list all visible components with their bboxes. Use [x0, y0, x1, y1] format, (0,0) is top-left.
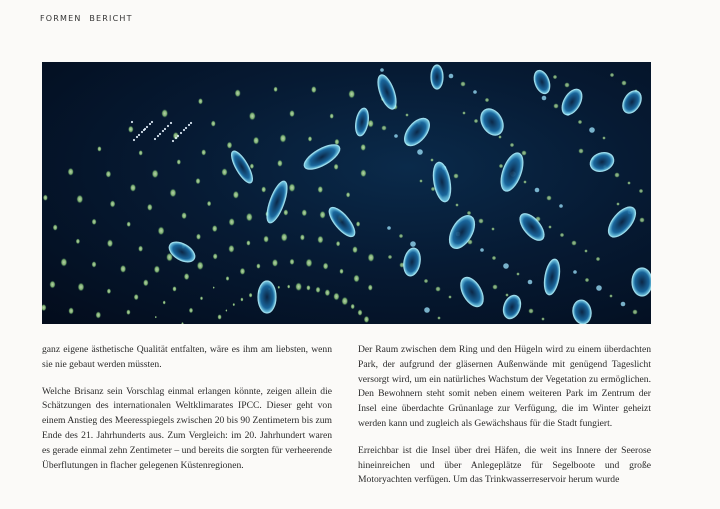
island-dot	[417, 149, 423, 155]
island-dot	[528, 280, 533, 285]
island-dot	[158, 226, 165, 235]
island-dot	[455, 203, 459, 207]
island-dot	[330, 113, 334, 119]
island-dot	[170, 188, 177, 197]
island-dot	[61, 258, 68, 267]
island-dot	[573, 270, 577, 274]
island-dot	[352, 246, 358, 253]
speck	[190, 122, 192, 124]
speck	[141, 131, 143, 133]
island-dot	[306, 258, 313, 267]
island-dot	[263, 235, 269, 242]
island-dot	[528, 308, 534, 314]
paragraph: ganz eigene ästhetische Qualität entfalten, wäre es ihm am liebsten, wenn sie nie gebaut werden müssten.	[42, 344, 332, 370]
lagoon-ring	[374, 73, 399, 112]
island-dot	[92, 219, 97, 226]
speck	[146, 126, 148, 128]
island-dot	[346, 192, 350, 198]
island-dot	[387, 226, 391, 230]
island-dot	[323, 262, 329, 269]
island-dot	[621, 302, 626, 307]
lagoon-ring	[516, 210, 549, 245]
island-dot	[368, 284, 373, 291]
island-dot	[358, 309, 363, 316]
island-dot	[295, 282, 302, 291]
island-dot	[147, 204, 153, 211]
lagoon-ring	[588, 149, 617, 174]
island-dot	[177, 159, 181, 165]
island-dot	[106, 170, 112, 177]
island-dot	[381, 125, 387, 131]
island-dot	[110, 200, 116, 207]
lagoon-ring	[456, 274, 488, 311]
island-dot	[351, 304, 355, 310]
island-dot	[226, 276, 230, 281]
lagoon-ring	[258, 281, 276, 313]
island-dot	[578, 148, 584, 154]
lagoon-ring	[263, 179, 291, 225]
island-dot	[126, 309, 130, 315]
island-dot	[627, 181, 631, 185]
island-dot	[212, 225, 218, 232]
island-dot	[462, 111, 466, 115]
lagoon-ring	[571, 299, 593, 324]
speck	[133, 139, 135, 141]
island-dot	[154, 265, 160, 273]
island-dot	[614, 172, 620, 178]
island-dot	[437, 316, 441, 320]
island-dot	[43, 194, 48, 201]
island-dot	[211, 120, 216, 127]
island-dot	[235, 89, 241, 97]
lagoon-ring	[476, 105, 507, 139]
island-dot	[68, 307, 74, 314]
island-dot	[289, 110, 295, 117]
island-dot	[602, 136, 606, 140]
island-dot	[161, 109, 168, 118]
island-dot	[478, 218, 484, 224]
island-dot	[559, 204, 563, 208]
island-dot	[364, 316, 370, 323]
island-dot	[480, 248, 484, 252]
island-dot	[306, 285, 310, 291]
paragraph: Der Raum zwischen dem Ring und den Hügeln wird zu einem überdachten Park, der aufgrund der gläsernen Außenwände mit genügend Tageslicht versorgt wird, um ein natürliches Wachstum der Vegetation zu ermöglichen. Den Bewohnern steht somit neben einem weiteren Park im Zentrum der Insel eine überdachte Grünanlage zur Verfügung, die im Winter geheizt werden kann und zugleich als Gewächshaus für die Stadt fungiert.	[358, 344, 651, 429]
island-dot	[246, 240, 250, 246]
island-dot	[388, 255, 393, 260]
island-dot	[449, 74, 454, 79]
island-dot	[491, 227, 495, 231]
island-rings-illustration	[42, 62, 651, 324]
island-dot	[584, 249, 588, 253]
lagoon-ring	[632, 268, 651, 296]
island-dot	[246, 213, 253, 222]
island-dot	[97, 146, 101, 152]
island-dot	[197, 261, 204, 270]
island-dot	[498, 135, 502, 139]
speck	[175, 137, 177, 139]
speck	[143, 129, 145, 131]
island-dot	[632, 309, 638, 315]
speck	[170, 122, 172, 124]
island-dot	[221, 168, 227, 176]
island-dot	[240, 297, 243, 301]
island-dot	[184, 273, 190, 280]
speck	[159, 133, 161, 135]
island-dot	[107, 239, 113, 247]
lagoon-ring	[444, 211, 479, 252]
island-dot	[311, 86, 317, 93]
island-dot	[360, 144, 366, 151]
island-dot	[53, 224, 58, 231]
island-dot	[467, 211, 472, 216]
speck	[157, 135, 159, 137]
island-dot	[189, 308, 193, 314]
island-dot	[139, 150, 143, 156]
island-dot	[453, 173, 459, 179]
island-dot	[410, 241, 416, 247]
speck	[131, 121, 133, 123]
island-dot	[300, 234, 305, 241]
speck	[183, 129, 185, 131]
island-dot	[163, 300, 166, 304]
island-dot	[380, 68, 384, 72]
island-dot	[424, 279, 429, 284]
island-dot	[419, 179, 423, 183]
island-dot	[639, 189, 644, 194]
island-dot	[609, 294, 613, 298]
lagoon-ring	[531, 68, 552, 95]
speck	[185, 127, 187, 129]
island-dot	[253, 137, 259, 145]
island-dot	[181, 322, 184, 324]
island-dot	[474, 119, 479, 124]
speck	[154, 138, 156, 140]
island-dot	[302, 209, 308, 216]
island-dot	[143, 279, 149, 286]
island-dot	[201, 149, 206, 156]
island-dot	[76, 195, 83, 204]
island-dot	[240, 268, 246, 275]
lagoon-ring	[166, 238, 198, 266]
island-dot	[353, 274, 359, 282]
island-dot	[181, 212, 187, 219]
island-dot	[283, 209, 288, 216]
island-dot	[213, 253, 218, 260]
island-dot	[424, 307, 430, 313]
lagoon-ring	[431, 65, 443, 89]
island-dot	[336, 241, 340, 247]
island-dot	[521, 150, 527, 156]
island-dot	[542, 96, 547, 101]
island-dot	[225, 309, 227, 312]
island-dot	[553, 103, 559, 109]
lagoon-ring	[354, 107, 371, 137]
island-dot	[250, 163, 254, 169]
island-dot	[405, 113, 409, 117]
island-dot	[503, 263, 509, 269]
island-dot	[516, 272, 520, 276]
island-dot	[289, 183, 296, 192]
island-dot	[492, 284, 498, 290]
island-dot	[308, 136, 312, 142]
island-dot	[281, 233, 288, 242]
header-category: BERICHT	[89, 14, 133, 23]
island-dot	[473, 90, 477, 94]
speck	[162, 130, 164, 132]
island-dot	[172, 286, 176, 292]
island-dot	[198, 98, 203, 105]
island-dot	[92, 261, 97, 268]
speck	[151, 121, 153, 123]
lagoon-ring	[325, 204, 359, 241]
island-dot	[138, 245, 143, 252]
island-dot	[318, 186, 324, 193]
island-dot	[96, 311, 102, 318]
island-dot	[485, 98, 490, 103]
island-dot	[229, 218, 235, 226]
island-dot	[348, 90, 355, 99]
speck	[149, 123, 151, 125]
island-dot	[217, 314, 221, 320]
island-dot	[134, 294, 139, 301]
island-dot	[546, 195, 552, 201]
paragraph: Erreichbar ist die Insel über drei Häfen, die weit ins Innere der Seerose hineinreichen und über Anlegeplätze für Segelboote und große Motoryachten verfügen. Um das Trinkwasserreservoir herum wurde	[358, 444, 651, 486]
island-dot	[616, 202, 620, 206]
island-dot	[42, 304, 47, 311]
speck	[136, 136, 138, 138]
island-dot	[127, 221, 131, 227]
island-dot	[76, 238, 80, 244]
island-dot	[120, 265, 126, 273]
island-dot	[399, 234, 404, 239]
island-dot	[448, 295, 452, 299]
lagoon-ring	[558, 86, 586, 118]
island-dot	[596, 257, 601, 262]
island-dot	[261, 186, 266, 193]
island-dot	[541, 317, 545, 321]
text-column-left	[42, 343, 332, 485]
island-dot	[272, 259, 278, 267]
island-dot	[333, 292, 339, 300]
island-dot	[571, 240, 577, 246]
header-section: FORMEN	[40, 14, 82, 23]
island-dot	[277, 160, 283, 167]
speck	[177, 135, 179, 137]
island-dot	[492, 256, 497, 261]
lagoon-ring	[500, 293, 523, 321]
island-dot	[435, 286, 441, 292]
lagoon-ring	[497, 150, 528, 194]
island-dot	[596, 285, 602, 291]
island-dot	[227, 142, 233, 149]
island-dot	[317, 236, 323, 244]
island-dot	[430, 158, 434, 162]
island-dot	[128, 126, 134, 133]
lagoon-ring	[604, 202, 641, 241]
lagoon-ring	[542, 258, 562, 296]
island-dot	[585, 278, 590, 283]
island-dot	[280, 134, 287, 143]
island-dot	[287, 285, 290, 289]
lagoon-ring	[619, 88, 645, 117]
island-dot	[505, 293, 509, 297]
island-dot	[510, 143, 515, 148]
island-dot	[460, 81, 466, 87]
island-dot	[196, 233, 201, 240]
island-dot	[68, 168, 74, 176]
island-dot	[553, 75, 558, 80]
island-dot	[256, 263, 260, 269]
island-dot	[339, 268, 343, 274]
text-column-right	[358, 343, 651, 500]
island-dot	[213, 286, 215, 289]
lagoon-ring	[400, 114, 434, 150]
paragraph: Welche Brisanz sein Vorschlag einmal erlangen könnte, zeigen allein die Schätzungen des internationalen Weltklimarates IPCC. Dieser geht von einem Anstieg des Meeresspiegels zwischen 20 bis 90 Zentimetern bis zum Ende des 21. Jahrhunderts aus. Zum Vergleich: im 20. Jahrhundert waren es gerade einmal zehn Zentimeter – und bereits die sorgten für verheerende Überflutungen in flacher gelegenen Küstenregionen.	[42, 385, 332, 471]
speck	[164, 128, 166, 130]
island-dot	[196, 178, 201, 185]
island-dot	[368, 253, 375, 262]
island-dot	[610, 73, 615, 78]
speck	[188, 124, 190, 126]
island-dot	[578, 120, 583, 125]
island-dot	[249, 112, 256, 121]
island-dot	[334, 139, 339, 146]
island-dot	[499, 164, 504, 169]
island-dot	[49, 280, 55, 288]
island-dot	[523, 180, 527, 184]
island-dot	[548, 225, 552, 229]
island-dot	[200, 296, 203, 300]
lagoon-ring	[431, 161, 454, 203]
island-dot	[325, 289, 331, 296]
island-dot	[290, 259, 295, 266]
island-dot	[107, 288, 111, 294]
running-header	[40, 14, 137, 23]
island-dot	[316, 287, 321, 294]
speck	[138, 134, 140, 136]
island-dot	[130, 184, 136, 192]
aerial-photo-islands	[42, 62, 651, 324]
island-dot	[560, 233, 565, 238]
island-dot	[564, 82, 570, 88]
island-dot	[589, 127, 595, 133]
island-dot	[334, 164, 339, 171]
island-dot	[320, 211, 326, 219]
island-dot	[233, 191, 239, 199]
speck	[172, 140, 174, 142]
island-dot	[394, 134, 398, 138]
island-dot	[535, 188, 540, 193]
island-dot	[360, 169, 366, 177]
island-dot	[273, 86, 277, 92]
island-dot	[207, 201, 211, 207]
speck	[167, 125, 169, 127]
island-dot	[155, 316, 157, 319]
speck	[180, 132, 182, 134]
island-dot	[78, 283, 85, 292]
lagoon-ring	[402, 247, 423, 277]
island-dot	[356, 221, 360, 227]
island-dot	[228, 245, 234, 253]
island-dot	[249, 293, 253, 298]
island-dot	[639, 217, 645, 223]
island-dot	[341, 297, 348, 306]
island-dot	[621, 80, 627, 86]
island-dot	[233, 303, 236, 306]
island-dot	[152, 169, 159, 178]
island-dot	[278, 286, 281, 289]
